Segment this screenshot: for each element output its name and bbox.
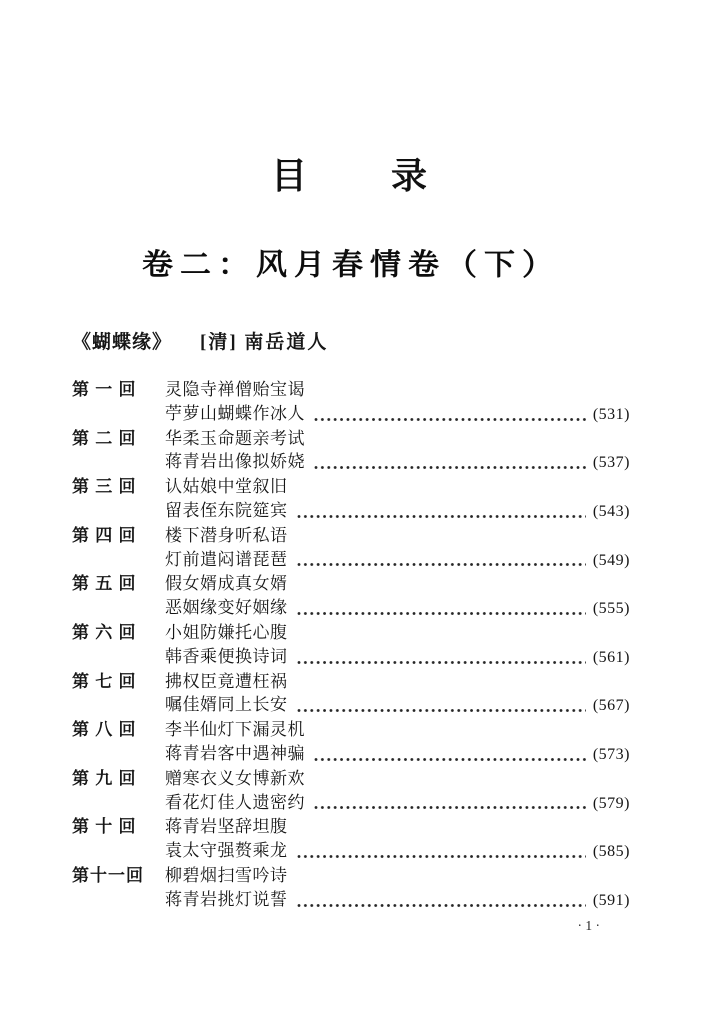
toc-entry-line1 [72,621,630,645]
toc-entry-line2 [72,548,630,573]
chapter-verse-1: 认姑娘中堂叙旧 [165,477,288,497]
toc-entry [72,475,630,524]
chapter-verse-2: 嘱佳婿同上长安 [165,695,288,715]
toc-entry [72,572,630,621]
section-heading: 卷二：风月春情卷（下） [142,247,560,282]
chapter-verse-1: 拂权臣竟遭枉祸 [165,671,288,691]
dotted-leader [297,611,586,616]
toc-entry-line2 [72,742,630,767]
toc-entry-line1 [72,767,630,791]
chapter-number: 第 五 回 [72,574,137,594]
dotted-leader [314,417,586,422]
dotted-leader [297,562,586,567]
chapter-page-number: (543) [592,502,630,520]
dotted-leader [297,660,586,665]
chapter-verse-2: 袁太守强赘乘龙 [165,841,288,861]
toc-entry-line1 [72,670,630,694]
chapter-number: 第 六 回 [72,622,137,642]
dotted-leader [297,514,586,519]
chapter-number: 第 三 回 [72,477,137,497]
dotted-leader [297,708,586,713]
chapter-page-number: (561) [592,648,630,666]
chapter-page-number: (555) [592,600,630,618]
toc-entry-line1 [72,378,630,402]
toc-entry-line2 [72,693,630,718]
chapter-number: 第 七 回 [72,671,137,691]
toc-entry-line2 [72,791,630,816]
toc-entry-line2 [72,499,630,524]
toc-entry [72,718,630,767]
toc-entry [72,524,630,573]
chapter-number: 第十一回 [72,865,144,885]
chapter-number: 第 四 回 [72,525,137,545]
chapter-page-number: (567) [592,697,630,715]
dotted-leader [314,805,586,810]
chapter-verse-2: 看花灯佳人遗密约 [165,792,305,812]
toc-entry [72,815,630,864]
toc-entry [72,378,630,427]
chapter-verse-1: 小姐防嫌托心腹 [165,622,288,642]
chapter-number: 第 二 回 [72,428,137,448]
book-title: 《蝴蝶缘》 [72,332,173,353]
toc-entry [72,621,630,670]
toc-entry [72,864,630,913]
chapter-number: 第 八 回 [72,720,137,740]
chapter-verse-2: 韩香乘便换诗词 [165,646,288,666]
toc-entry-line1 [72,427,630,451]
chapter-page-number: (591) [592,891,630,909]
chapter-verse-1: 华柔玉命题亲考试 [165,428,305,448]
toc-entry [72,767,630,816]
toc-entry-line2 [72,402,630,427]
chapter-verse-1: 假女婿成真女婿 [165,574,288,594]
chapter-page-number: (585) [592,843,630,861]
folio-page-number: · 1 · [577,917,600,933]
toc-entry-line1 [72,718,630,742]
chapter-verse-1: 柳碧烟扫雪吟诗 [165,865,288,885]
chapter-verse-2: 恶姻缘变好姻缘 [165,598,288,618]
chapter-page-number: (537) [592,454,630,472]
chapter-verse-2: 蒋青岩出像拟娇娆 [165,452,305,472]
toc-entry-line1 [72,572,630,596]
chapter-verse-1: 蒋青岩坚辞坦腹 [165,817,288,837]
chapter-page-number: (573) [592,745,630,763]
chapter-number: 第 九 回 [72,768,137,788]
chapter-verse-1: 赠寒衣义女博新欢 [165,768,305,788]
chapter-verse-2: 蒋青岩挑灯说誓 [165,889,288,909]
toc-entry-line2 [72,888,630,913]
table-of-contents [72,378,630,913]
dotted-leader [314,757,586,762]
chapter-number: 第 一 回 [72,380,137,399]
chapter-number: 第 十 回 [72,817,137,837]
chapter-verse-1: 楼下潜身听私语 [165,525,288,545]
chapter-page-number: (531) [592,405,630,423]
chapter-verse-1: 灵隐寺禅僧贻宝谒 [165,380,305,399]
chapter-verse-2: 留表侄东院筵宾 [165,500,288,520]
toc-entry-line2 [72,450,630,475]
dotted-leader [314,465,586,470]
book-author: [清] 南岳道人 [200,332,329,353]
page-title: 目 录 [270,155,431,196]
chapter-verse-2: 蒋青岩客中遇神骗 [165,743,305,763]
toc-entry-line1 [72,475,630,499]
chapter-verse-1: 李半仙灯下漏灵机 [165,720,305,740]
toc-entry-line2 [72,596,630,621]
chapter-verse-2: 苧萝山蝴蝶作冰人 [165,403,305,423]
chapter-page-number: (579) [592,794,630,812]
toc-entry-line1 [72,815,630,839]
dotted-leader [297,854,586,859]
chapter-verse-2: 灯前遣闷谱琵琶 [165,549,288,569]
toc-entry-line2 [72,645,630,670]
toc-entry-line1 [72,864,630,888]
toc-entry [72,670,630,719]
toc-entry [72,427,630,476]
chapter-page-number: (549) [592,551,630,569]
dotted-leader [297,903,586,908]
toc-entry-line1 [72,524,630,548]
toc-entry-line2 [72,839,630,864]
book-line [72,330,630,356]
